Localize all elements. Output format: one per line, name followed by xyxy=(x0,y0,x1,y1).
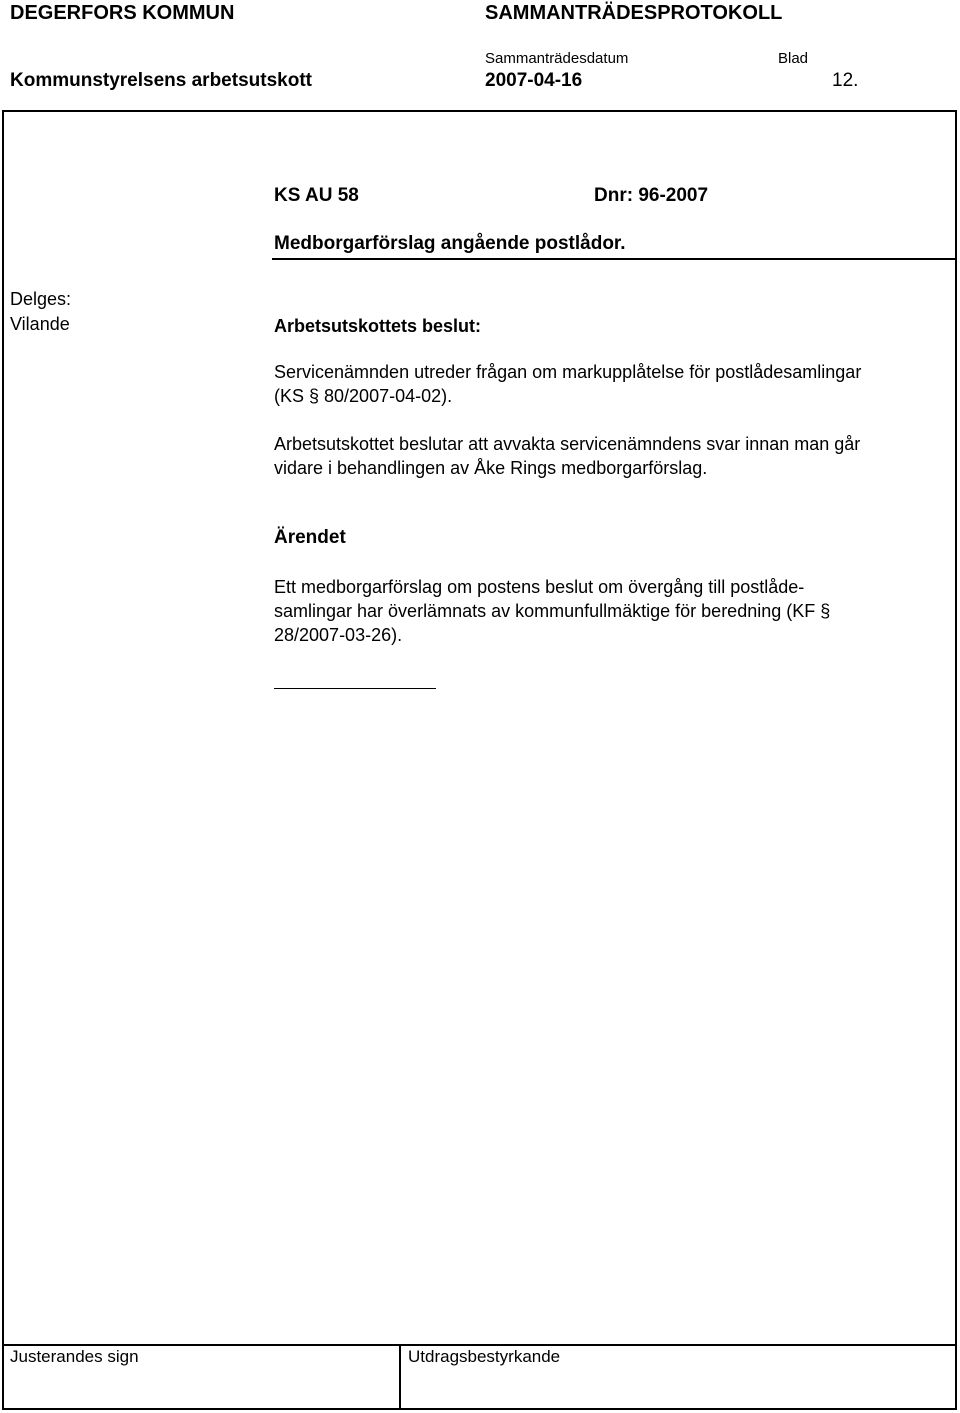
paragraph-line: Ett medborgarförslag om postens beslut om övergång till postlåde- xyxy=(274,577,805,597)
decision-paragraph-2 xyxy=(274,432,860,480)
committee-name: Kommunstyrelsens arbetsutskott xyxy=(10,70,312,91)
delges-label: Delges: xyxy=(10,289,72,309)
page-label: Blad xyxy=(778,50,809,67)
utdragsbestyrkande-label: Utdragsbestyrkande xyxy=(408,1347,561,1366)
case-heading: Ärendet xyxy=(274,527,346,548)
date-label: Sammanträdesdatum xyxy=(485,50,629,67)
paragraph-line: Arbetsutskottet beslutar att avvakta servicenämndens svar innan man går xyxy=(274,434,861,454)
paragraph-line: samlingar har överlämnats av kommunfullmäktige för beredning (KF § xyxy=(274,601,831,621)
justerandes-sign-label: Justerandes sign xyxy=(10,1347,139,1366)
document-frame xyxy=(2,110,957,1410)
diary-number: Dnr: 96-2007 xyxy=(594,185,709,206)
meeting-date: 2007-04-16 xyxy=(485,70,583,91)
case-paragraph xyxy=(274,575,830,647)
footer-rule xyxy=(2,1344,957,1346)
paragraph-line: 28/2007-03-26). xyxy=(274,625,403,645)
document-type: SAMMANTRÄDESPROTOKOLL xyxy=(485,2,783,24)
paragraph-line: Servicenämnden utreder frågan om markupplåtelse för postlådesamlingar xyxy=(274,362,862,382)
item-title: Medborgarförslag angående postlådor. xyxy=(274,233,626,254)
end-rule xyxy=(274,688,436,689)
decision-heading: Arbetsutskottets beslut: xyxy=(274,316,482,336)
organization-name: DEGERFORS KOMMUN xyxy=(10,2,235,24)
paragraph-line: (KS § 80/2007-04-02). xyxy=(274,386,453,406)
decision-paragraph-1 xyxy=(274,360,861,408)
item-reference: KS AU 58 xyxy=(274,185,359,206)
footer-divider xyxy=(399,1344,401,1410)
page-number: 12. xyxy=(832,70,859,91)
vilande-note: Vilande xyxy=(10,314,70,334)
title-rule xyxy=(272,258,955,260)
paragraph-line: vidare i behandlingen av Åke Rings medborgarförslag. xyxy=(274,458,708,478)
